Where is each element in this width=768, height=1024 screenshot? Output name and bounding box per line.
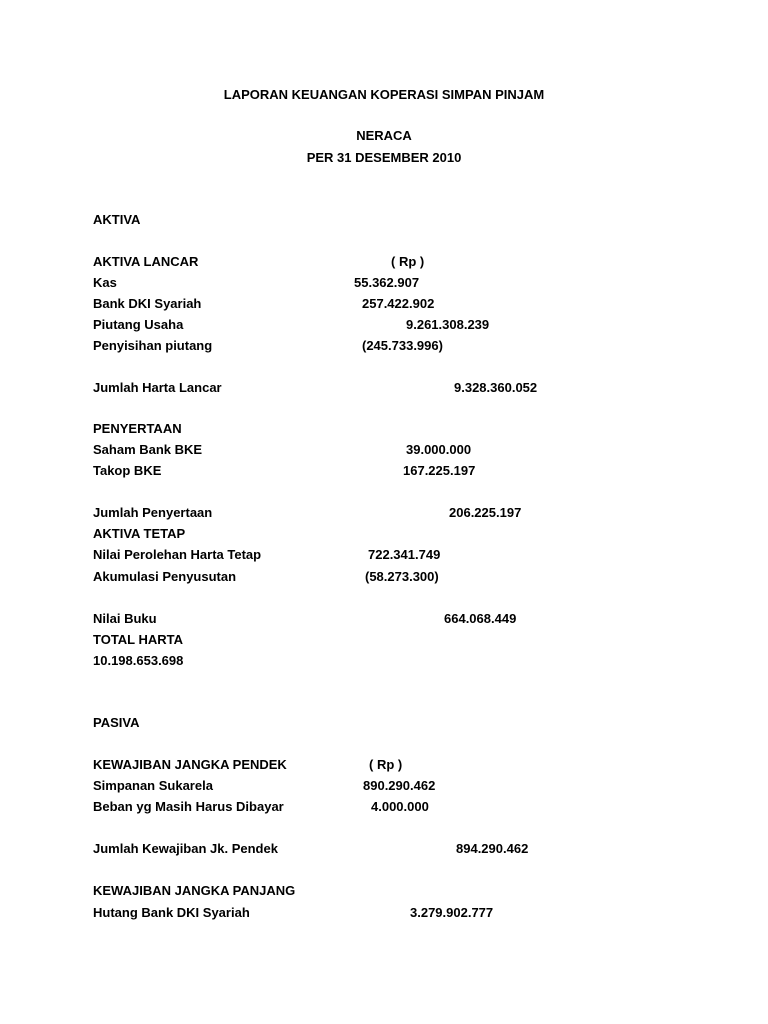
line-item-label: Takop BKE: [93, 463, 162, 478]
total-harta-label: TOTAL HARTA: [93, 632, 184, 647]
currency-label: ( Rp ): [369, 757, 403, 772]
line-item-label: Nilai Perolehan Harta Tetap: [93, 547, 262, 562]
currency-label: ( Rp ): [391, 254, 425, 269]
kewajiban-pendek-heading: KEWAJIBAN JANGKA PENDEK: [93, 757, 287, 772]
aktiva-lancar-heading: AKTIVA LANCAR: [93, 254, 199, 269]
subtotal-value: 9.328.360.052: [454, 380, 538, 395]
line-item-value: 55.362.907: [354, 275, 420, 290]
aktiva-tetap-heading: AKTIVA TETAP: [93, 526, 186, 541]
pasiva-heading: PASIVA: [93, 715, 140, 730]
line-item-value: 167.225.197: [403, 463, 476, 478]
line-item-label: Kas: [93, 275, 117, 290]
subtotal-value: 664.068.449: [444, 611, 517, 626]
line-item-label: Simpanan Sukarela: [93, 778, 213, 793]
line-item-value: 722.341.749: [368, 547, 441, 562]
line-item-label: Hutang Bank DKI Syariah: [93, 905, 250, 920]
subtotal-label: Jumlah Kewajiban Jk. Pendek: [93, 841, 278, 856]
line-item-value: 39.000.000: [406, 442, 472, 457]
line-item-label: Penyisihan piutang: [93, 338, 213, 353]
line-item-value: 257.422.902: [362, 296, 435, 311]
line-item-value: 3.279.902.777: [410, 905, 494, 920]
subtotal-label: Jumlah Penyertaan: [93, 505, 213, 520]
aktiva-heading: AKTIVA: [93, 212, 141, 227]
line-item-label: Saham Bank BKE: [93, 442, 203, 457]
line-item-value: (245.733.996): [362, 338, 443, 353]
line-item-label: Bank DKI Syariah: [93, 296, 202, 311]
report-date: PER 31 DESEMBER 2010: [306, 150, 462, 165]
line-item-value: 4.000.000: [371, 799, 429, 814]
subtotal-value: 206.225.197: [449, 505, 522, 520]
subtotal-label: Jumlah Harta Lancar: [93, 380, 222, 395]
report-title: LAPORAN KEUANGAN KOPERASI SIMPAN PINJAM: [223, 87, 545, 102]
line-item-label: Piutang Usaha: [93, 317, 184, 332]
line-item-value: (58.273.300): [365, 569, 439, 584]
subtotal-value: 894.290.462: [456, 841, 529, 856]
kewajiban-panjang-heading: KEWAJIBAN JANGKA PANJANG: [93, 883, 296, 898]
subtotal-label: Nilai Buku: [93, 611, 157, 626]
line-item-label: Beban yg Masih Harus Dibayar: [93, 799, 284, 814]
penyertaan-heading: PENYERTAAN: [93, 421, 182, 436]
total-harta-value: 10.198.653.698: [93, 653, 184, 668]
line-item-value: 9.261.308.239: [406, 317, 490, 332]
line-item-value: 890.290.462: [363, 778, 436, 793]
line-item-label: Akumulasi Penyusutan: [93, 569, 237, 584]
report-subtitle: NERACA: [356, 128, 412, 143]
